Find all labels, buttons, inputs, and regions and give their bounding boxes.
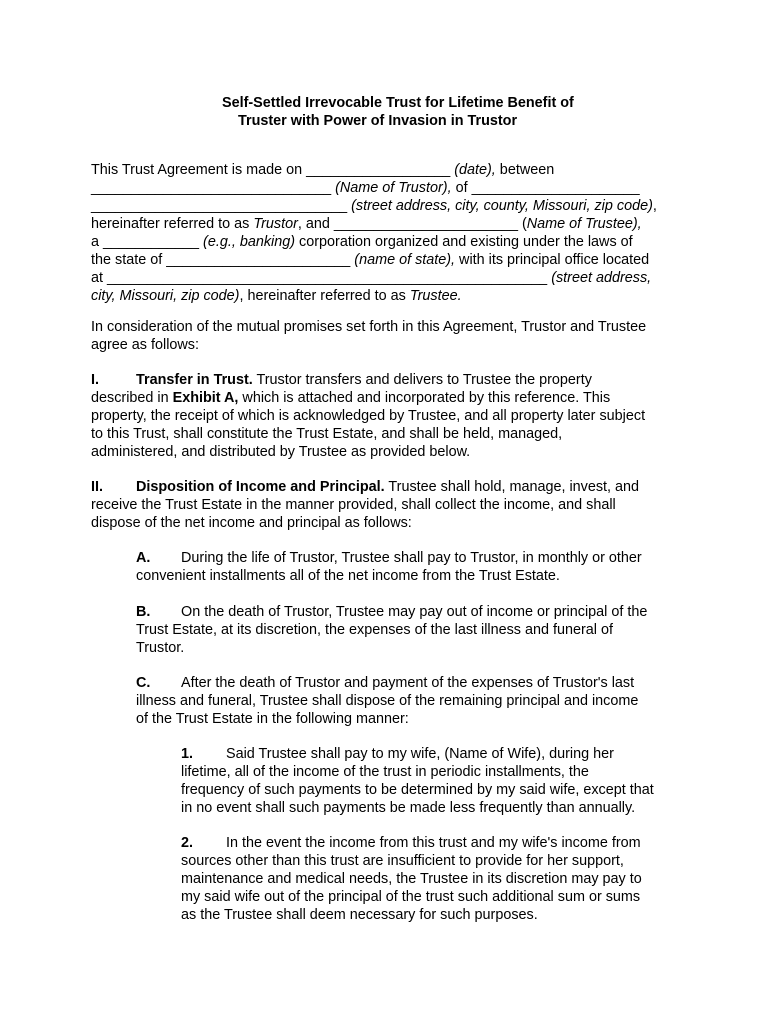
subsection-c-line: C. After the death of Trustor and payment of the expenses of Trustor's last [136,675,635,691]
section-2-line: II. Disposition of Income and Principal. Trustee shall hold, manage, invest, and [91,479,640,495]
intro-line: ________________________________ (street address, city, county, Missouri, zip code), [91,198,657,214]
intro-line: city, Missouri, zip code), hereinafter referred to as Trustee. [91,288,462,304]
section-1-number: I. [91,372,99,388]
consideration-line: agree as follows: [91,337,199,353]
section-2-line: receive the Trust Estate in the manner provided, shall collect the income, and shall [91,497,616,513]
subsection-b-line: Trust Estate, at its discretion, the expenses of the last illness and funeral of [136,622,614,638]
subsection-b-label: B. [136,604,151,620]
item-2-line: 2. In the event the income from this trust and my wife's income from [181,835,641,851]
subsection-b-line: B. On the death of Trustor, Trustee may pay out of income or principal of the [136,604,648,620]
consideration-line: In consideration of the mutual promises set forth in this Agreement, Trustor and Trustee [91,319,647,335]
section-1-heading: Transfer in Trust. [136,372,253,388]
section-2-heading: Disposition of Income and Principal. [136,479,385,495]
intro-line: a ____________ (e.g., banking) corporation organized and existing under the laws of [91,234,633,250]
item-2-line: as the Trustee shall deem necessary for such purposes. [181,907,538,923]
item-1-line: in no event shall such payments be made less frequently than annually. [181,800,636,816]
subsection-b-line: Trustor. [136,640,185,656]
subsection-a-label: A. [136,550,151,566]
section-1-line: described in Exhibit A, which is attached and incorporated by this reference. This [91,390,611,406]
item-1-label: 1. [181,746,194,762]
subsection-c-line: illness and funeral, Trustee shall dispose of the remaining principal and income [136,693,639,709]
subsection-c-line: of the Trust Estate in the following manner: [136,711,409,727]
section-2-number: II. [91,479,103,495]
intro-line: This Trust Agreement is made on __________________ (date), between [91,162,555,178]
section-2-line: dispose of the net income and principal as follows: [91,515,412,531]
section-1-line: I. Transfer in Trust. Trustor transfers and delivers to Trustee the property [91,372,592,388]
item-2-line: maintenance and medical needs, the Trustee in its discretion may pay to [181,871,642,887]
subsection-a-line: A. During the life of Trustor, Trustee shall pay to Trustor, in monthly or other [136,550,642,566]
item-2-label: 2. [181,835,194,851]
item-2-line: sources other than this trust are insufficient to provide for her support, [181,853,624,869]
intro-line: the state of _______________________ (name of state), with its principal office located [91,252,650,268]
subsection-a-line: convenient installments all of the net income from the Trust Estate. [136,568,560,584]
item-2-line: my said wife out of the principal of the trust such additional sum or sums [181,889,641,905]
section-1-line: to this Trust, shall constitute the Trust Estate, and shall be held, managed, [91,426,563,442]
section-1-line: property, the receipt of which is acknowledged by Trustee, and all property later subject [91,408,646,424]
document-page: Self-Settled Irrevocable Trust for Lifetime Benefit of Truster with Power of Invasion in Trustor This Trust Agreement is made on __________________ (date), between ______________________________ (Name of Trustor), of _____________________ ________________________________ (street address, city, county, Missouri, zip code), hereinafter referred to as Trustor, and _______________________ (Name of Trustee), a ____________ (e.g., banking) corporation organized and existing under the laws of the state of _______________________ (name of state), with its principal office located at _______________________________________________________ (street address, city, Missouri, zip code), hereinafter referred to as Trustee. In consideration of the mutual promises set forth in this Agreement, Trustor and Trustee agree as follows: I. Transfer in Trust. Trustor transfers and delivers to Trustee the property described in Exhibit A, which is attached and incorporated by this reference. This property, the receipt of which is acknowledged by Trustee, and all property later subject to this Trust, shall constitute the Trust Estate, and shall be held, managed, administered, and distributed by Trustee as provided below. II. Disposition of Income and Principal. Trustee shall hold, manage, invest, and receive the Trust Estate in the manner provided, shall collect the income, and shall dispose of the net income and principal as follows: A. During the life of Trustor, Trustee shall pay to Trustor, in monthly or other convenient installments all of the net income from the Trust Estate. B. On the death of Trustor, Trustee may pay out of income or principal of the Trust Estate, at its discretion, the expenses of the last illness and funeral of Trustor. C. After the death of Trustor and payment of the expenses of Trustor's last illness and funeral, Trustee shall dispose of the remaining principal and income of the Trust Estate in the following manner: 1. Said Trustee shall pay to my wife, (Name of Wife), during her lifetime, all of the income of the trust in periodic installments, the frequency of such payments to be determined by my said wife, except that in no event shall such payments be made less frequently than annually. 2. In the event the income from this trust and my wife's income from sources other than this trust are insufficient to provide for her support, maintenance and medical needs, the Trustee in its discretion may pay to my said wife out of the principal of the trust such additional sum or sums as the Trustee shall deem necessary for such purposes. [91,95,657,923]
intro-line: at _______________________________________________________ (street address, [91,270,652,286]
item-1-line: frequency of such payments to be determined by my said wife, except that [181,782,654,798]
item-1-line: lifetime, all of the income of the trust in periodic installments, the [181,764,589,780]
intro-line: ______________________________ (Name of Trustor), of _____________________ [91,180,640,196]
item-1-line: 1. Said Trustee shall pay to my wife, (Name of Wife), during her [181,746,614,762]
section-1-line: administered, and distributed by Trustee as provided below. [91,444,471,460]
subsection-c-label: C. [136,675,151,691]
intro-line: hereinafter referred to as Trustor, and _______________________ (Name of Trustee), [91,216,642,232]
